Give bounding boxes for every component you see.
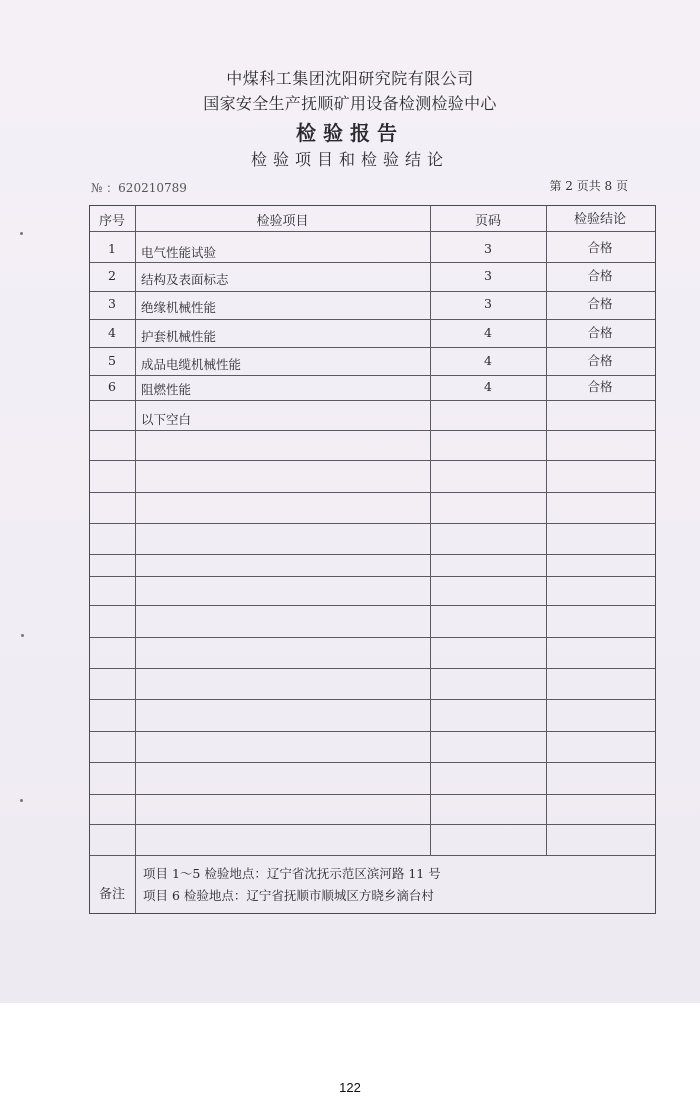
document-page-number: 122 [339, 1080, 361, 1095]
column-header-item: 检验项目 [256, 214, 309, 229]
scan-speck [20, 232, 23, 235]
row-page: 3 [484, 241, 492, 256]
row-item: 阻燃性能 [141, 382, 192, 397]
column-header-page: 页码 [474, 214, 501, 229]
row-number: 3 [108, 296, 116, 311]
scan-speck [21, 634, 24, 637]
row-number: 6 [108, 379, 116, 394]
row-result: 合格 [587, 268, 613, 283]
row-number: 2 [108, 268, 116, 283]
row-result: 合格 [587, 296, 613, 311]
testing-center-name: 国家安全生产抚顺矿用设备检测检验中心 [203, 94, 497, 113]
remark-line: 项目 1～5 检验地点：辽宁省沈抚示范区滨河路 11 号 [143, 866, 441, 881]
row-page: 4 [484, 325, 492, 340]
row-item: 结构及表面标志 [141, 272, 229, 287]
row-result: 合格 [587, 353, 613, 368]
row-result: 合格 [587, 325, 613, 340]
report-number: № ：620210789 [91, 181, 187, 195]
row-item: 成品电缆机械性能 [141, 357, 242, 372]
organization-name: 中煤科工集团沈阳研究院有限公司 [226, 69, 474, 88]
row-number: 1 [108, 241, 116, 256]
row-result: 合格 [587, 240, 613, 255]
report-title: 检验报告 [296, 121, 404, 145]
page-info: 第 2 页共 8 页 [549, 179, 628, 193]
row-page: 3 [484, 296, 492, 311]
row-page: 4 [484, 353, 492, 368]
blank-below-note: 以下空白 [141, 412, 192, 427]
scan-speck [20, 799, 23, 802]
row-number: 4 [108, 325, 116, 340]
remark-line: 项目 6 检验地点：辽宁省抚顺市顺城区方晓乡滴台村 [143, 888, 434, 903]
row-result: 合格 [587, 379, 613, 394]
inspection-table [89, 205, 655, 913]
report-subtitle: 检验项目和检验结论 [250, 150, 449, 169]
row-page: 3 [484, 268, 492, 283]
row-item: 绝缘机械性能 [141, 300, 217, 315]
remarks-label: 备注 [98, 887, 125, 902]
row-item: 电气性能试验 [141, 245, 217, 260]
column-header-result: 检验结论 [573, 212, 626, 227]
column-header-number: 序号 [98, 214, 125, 229]
row-item: 护套机械性能 [141, 329, 217, 344]
row-number: 5 [108, 353, 116, 368]
row-page: 4 [484, 379, 492, 394]
